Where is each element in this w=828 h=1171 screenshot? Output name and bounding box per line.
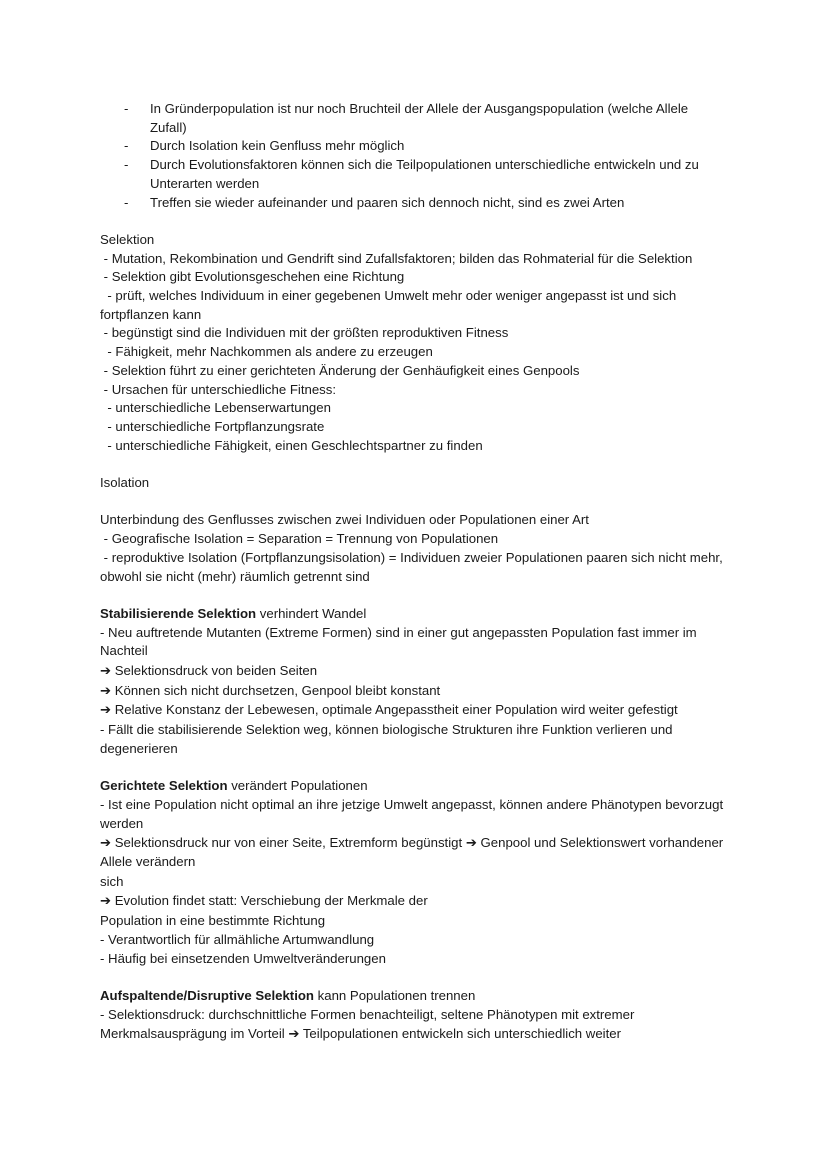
text-line: - prüft, welches Individuum in einer gegebenen Umwelt mehr oder weniger angepasst ist und sich fortpflanzen kann [100,288,680,322]
arrow-line: ➔ Relative Konstanz der Lebewesen, optimale Angepasstheit einer Population wird weiter gefestigt [100,702,678,718]
text-line: - Ist eine Population nicht optimal an ihre jetzige Umwelt angepasst, können andere Phänotypen bevorzugt werden [100,796,724,831]
text-line: - Fällt die stabilisierende Selektion weg, können biologische Strukturen ihre Funktion verlieren und degenerieren [100,722,673,756]
text-line: - reproduktive Isolation (Fortpflanzungsisolation) = Individuen zweier Populationen paaren sich nicht mehr, obwohl sie nicht (mehr) räumlich getrennt sind [100,549,727,584]
text-line: sich [100,873,124,889]
directional-selection-section [100,777,728,968]
list-item: - In Gründerpopulation ist nur noch Bruchteil der Allele der Ausgangspopulation (welche Allele Zufall) [124,101,689,135]
section-title [100,987,728,1006]
arrow-line: ➔ Können sich nicht durchsetzen, Genpool bleibt konstant [100,682,441,698]
section-title-rest: verhindert Wandel [256,605,367,621]
list-item: - Durch Isolation kein Genfluss mehr möglich [124,138,405,154]
section-title-rest: kann Populationen trennen [313,987,476,1003]
text-line: - Selektion führt zu einer gerichteten Änderung der Genhäufigkeit eines Genpools [100,362,580,378]
text-line: - Geografische Isolation = Separation = Trennung von Populationen [100,531,499,547]
arrow-line: ➔ Selektionsdruck von beiden Seiten [100,663,318,679]
text-line: Population in eine bestimmte Richtung [100,913,326,929]
section-heading: Selektion [100,231,155,247]
text-line: - Häufig bei einsetzenden Umweltveränderungen [100,950,386,966]
text-line: - Selektion gibt Evolutionsgeschehen eine Richtung [100,269,405,285]
isolation-section [100,474,728,586]
stabilizing-selection-section [100,605,728,759]
text-line: - begünstigt sind die Individuen mit der größten reproduktiven Fitness [100,325,509,341]
section-title-bold: Aufspaltende/Disruptive Selektion [100,987,314,1003]
section-title [100,777,728,796]
arrow-line: ➔ Selektionsdruck nur von einer Seite, Extremform begünstigt ➔ Genpool und Selektionswert vorhandener Allele verändern [100,835,724,870]
text-line: - Ursachen für unterschiedliche Fitness: [100,381,337,397]
section-title-rest: verändert Populationen [227,778,368,794]
section-title-bold: Gerichtete Selektion [100,778,228,794]
arrow-line: Merkmalsausprägung im Vorteil ➔ Teilpopulationen entwickeln sich unterschiedlich weiter [100,1026,621,1042]
selection-section [100,231,728,455]
arrow-line: ➔ Evolution findet statt: Verschiebung der Merkmale der [100,893,428,909]
disruptive-selection-section [100,987,728,1044]
text-line: - Selektionsdruck: durchschnittliche Formen benachteiligt, seltene Phänotypen mit extremer [100,1006,635,1022]
section-heading: Isolation [100,475,150,491]
text-line: - unterschiedliche Fähigkeit, einen Geschlechtspartner zu finden [100,437,483,453]
list-item: - Treffen sie wieder aufeinander und paaren sich dennoch nicht, sind es zwei Arten [124,194,625,210]
text-line: - unterschiedliche Lebenserwartungen [100,400,331,416]
section-title [100,605,728,624]
text-line: - Neu auftretende Mutanten (Extreme Formen) sind in einer gut angepassten Population fast immer im Nachteil [100,624,697,659]
text-line: Unterbindung des Genflusses zwischen zwei Individuen oder Populationen einer Art [100,512,589,528]
founder-bullet-list [100,100,728,212]
list-item: - Durch Evolutionsfaktoren können sich die Teilpopulationen unterschiedliche entwickeln und zu Unterarten werden [124,157,699,191]
document-page [100,100,728,1045]
section-title-bold: Stabilisierende Selektion [100,605,257,621]
text-line: - unterschiedliche Fortpflanzungsrate [100,418,325,434]
text-line: - Fähigkeit, mehr Nachkommen als andere zu erzeugen [100,344,433,360]
text-line: - Verantwortlich für allmähliche Artumwandlung [100,931,375,947]
text-line: - Mutation, Rekombination und Gendrift sind Zufallsfaktoren; bilden das Rohmaterial für die Selektion [100,250,693,266]
